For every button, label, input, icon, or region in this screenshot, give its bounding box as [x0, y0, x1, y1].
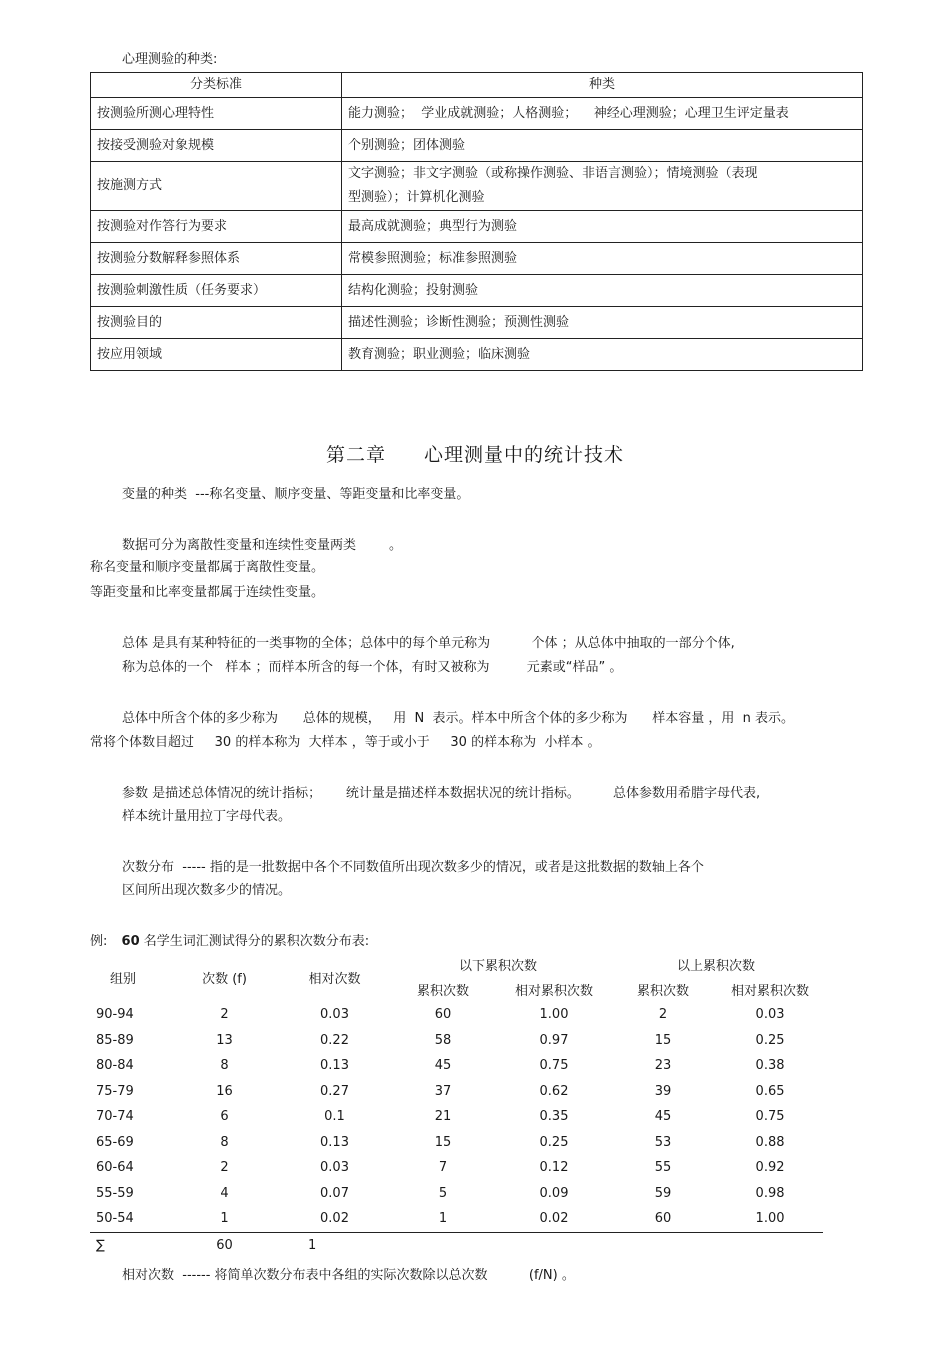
- criterion-cell: 按测验刺激性质（任务要求）: [91, 275, 342, 307]
- value-cell: 0.92: [755, 1160, 785, 1176]
- footer-paragraph: 相对次数 ------ 将简单次数分布表中各组的实际次数除以总次数 (f/N) 。: [122, 1268, 575, 1283]
- value-cell: 0.03: [320, 1007, 349, 1023]
- group-cell: 85-89: [96, 1032, 134, 1048]
- column-header: 累积次数: [637, 984, 690, 999]
- paragraph: 样本统计量用拉丁字母代表。: [122, 809, 292, 824]
- group-cell: 80-84: [96, 1058, 134, 1074]
- types-line: 型测验）；计算机化测验: [348, 190, 485, 205]
- table-row: [90, 1079, 823, 1105]
- types-cell: 教育测验；职业测验；临床测验: [342, 339, 863, 371]
- paragraph: 总体 是具有某种特征的一类事物的全体；总体中的每个单元称为 个体 ；从总体中抽取的一部分个体,: [122, 636, 735, 651]
- value-cell: 0.02: [499, 1206, 609, 1232]
- value-cell: 0.97: [539, 1032, 569, 1048]
- group-cell: 60-64: [96, 1160, 134, 1176]
- value-cell: 39: [654, 1083, 672, 1099]
- chapter-number: 第二章: [325, 444, 386, 466]
- table-row: [90, 1155, 823, 1181]
- types-cell: 常模参照测验；标准参照测验: [342, 243, 863, 275]
- value-cell: 2: [220, 1007, 229, 1023]
- example-prefix: 例:: [90, 934, 108, 949]
- paragraph: 称名变量和顺序变量都属于离散性变量。: [90, 560, 325, 575]
- types-cell: 描述性测验；诊断性测验；预测性测验: [342, 307, 863, 339]
- chapter-name: 心理测量中的统计技术: [424, 444, 625, 466]
- table-row: [90, 1130, 823, 1156]
- paragraph: 变量的种类 ---称名变量、顺序变量、等距变量和比率变量。: [122, 487, 470, 502]
- value-cell: 0.65: [755, 1083, 785, 1099]
- group-cell: 70-74: [96, 1109, 134, 1125]
- table-row: [91, 130, 863, 162]
- paragraph: 次数分布 ----- 指的是一批数据中各个不同数值所出现次数多少的情况，或者是这批数据的数轴上各个: [122, 860, 704, 875]
- group-cell: 90-94: [96, 1007, 134, 1023]
- paragraph: 参数 是描述总体情况的统计指标； 统计量是描述样本数据状况的统计指标。 总体参数用希腊字母代表,: [122, 786, 761, 801]
- value-cell: 0.38: [755, 1058, 785, 1074]
- value-cell: 7: [438, 1160, 448, 1176]
- column-header: 次数 (f): [202, 971, 247, 987]
- value-cell: 0.02: [282, 1206, 387, 1232]
- table-row: [91, 307, 863, 339]
- test-types-table: [90, 72, 863, 371]
- criterion-cell: 按测验所测心理特性: [91, 98, 342, 130]
- value-cell: 13: [216, 1032, 233, 1048]
- value-cell: 1.00: [539, 1007, 569, 1023]
- table-row: [90, 1053, 823, 1079]
- value-cell: 2: [220, 1160, 229, 1176]
- paragraph: 称为总体的一个 样本 ；而样本所含的每一个体，有时又被称为 元素或“样品” 。: [122, 660, 623, 675]
- sum-row: [90, 1232, 823, 1258]
- value-cell: 45: [654, 1109, 672, 1125]
- value-cell: 0.03: [320, 1160, 349, 1176]
- value-cell: 58: [434, 1032, 452, 1048]
- table-header-row: [91, 73, 863, 98]
- column-header: 相对累积次数: [515, 984, 594, 999]
- value-cell: 0.22: [320, 1032, 349, 1048]
- value-cell: 1: [167, 1206, 282, 1232]
- value-cell: 0.1: [324, 1109, 345, 1125]
- value-cell: 0.03: [755, 1007, 785, 1023]
- value-cell: 0.12: [539, 1160, 569, 1176]
- value-cell: 0.75: [755, 1109, 785, 1125]
- table-row: [91, 339, 863, 371]
- table-row: [91, 243, 863, 275]
- column-header: 相对次数: [308, 971, 361, 987]
- table-row: [90, 1002, 823, 1028]
- value-cell: 0.07: [320, 1185, 349, 1201]
- section-heading: 心理测验的种类:: [122, 52, 218, 67]
- value-cell: 0.13: [320, 1058, 349, 1074]
- value-cell: 8: [220, 1058, 229, 1074]
- table-row: [90, 1181, 823, 1207]
- types-cell: 个别测验；团体测验: [342, 130, 863, 162]
- column-group-header: 以上累积次数: [677, 959, 756, 974]
- types-cell: 能力测验； 学业成就测验；人格测验； 神经心理测验；心理卫生评定量表: [342, 98, 863, 130]
- criterion-cell: 按测验分数解释参照体系: [91, 243, 342, 275]
- paragraph: 数据可分为离散性变量和连续性变量两类 。: [122, 538, 403, 553]
- table-row: [90, 1104, 823, 1130]
- paragraph: 等距变量和比率变量都属于连续性变量。: [90, 585, 325, 600]
- value-cell: 6: [220, 1109, 229, 1125]
- group-cell: 55-59: [96, 1185, 134, 1201]
- value-cell: 0.13: [320, 1134, 349, 1150]
- group-cell: 75-79: [96, 1083, 134, 1099]
- value-cell: 21: [434, 1109, 452, 1125]
- value-cell: 5: [438, 1185, 448, 1201]
- column-group-header: 以下累积次数: [459, 959, 538, 974]
- example-caption: [90, 930, 369, 949]
- criterion-cell: 按接受测验对象规模: [91, 130, 342, 162]
- frequency-distribution-table: [90, 952, 823, 1258]
- value-cell: 0.09: [539, 1185, 569, 1201]
- value-cell: 0.25: [539, 1134, 569, 1150]
- table-row: [91, 275, 863, 307]
- types-cell: [342, 162, 863, 211]
- value-cell: 8: [220, 1134, 229, 1150]
- value-cell: 16: [216, 1083, 233, 1099]
- table-row: [90, 1028, 823, 1054]
- value-cell: 0.35: [539, 1109, 569, 1125]
- value-cell: 60: [609, 1206, 717, 1232]
- criterion-cell: 按应用领域: [91, 339, 342, 371]
- value-cell: 45: [434, 1058, 452, 1074]
- example-text: 名学生词汇测试得分的累积次数分布表:: [143, 934, 370, 949]
- value-cell: 60: [434, 1007, 452, 1023]
- table-row: [90, 1206, 823, 1232]
- value-cell: 1.00: [717, 1206, 823, 1232]
- value-cell: 55: [654, 1160, 672, 1176]
- chapter-title: [0, 440, 950, 467]
- column-header: 组别: [110, 971, 137, 987]
- paragraph: 总体中所含个体的多少称为 总体的规模， 用 N 表示。样本中所含个体的多少称为 样本容量 ，用 n 表示。: [122, 711, 795, 726]
- column-header: 相对累积次数: [731, 984, 810, 999]
- paragraph: 常将个体数目超过 30 的样本称为 大样本 ，等于或小于 30 的样本称为 小样本 。: [90, 735, 601, 750]
- value-cell: 0.25: [755, 1032, 785, 1048]
- value-cell: 0.88: [755, 1134, 785, 1150]
- column-header: 种类: [342, 73, 863, 98]
- criterion-cell: 按测验目的: [91, 307, 342, 339]
- criterion-cell: 按测验对作答行为要求: [91, 211, 342, 243]
- group-cell: 50-54: [90, 1206, 167, 1232]
- frequency-table-body: [90, 1002, 823, 1232]
- value-cell: 2: [658, 1007, 668, 1023]
- value-cell: 0.98: [755, 1185, 785, 1201]
- types-cell: 最高成就测验；典型行为测验: [342, 211, 863, 243]
- value-cell: 23: [654, 1058, 672, 1074]
- criterion-cell: 按施测方式: [91, 162, 342, 211]
- column-header: 累积次数: [416, 984, 469, 999]
- types-line: 文字测验；非文字测验（或称操作测验、非语言测验）；情境测验（表现: [348, 166, 758, 181]
- types-cell: 结构化测验；投射测验: [342, 275, 863, 307]
- sum-symbol: ∑: [96, 1237, 105, 1253]
- sum-freq: 60: [216, 1237, 233, 1253]
- table-row: [91, 162, 863, 211]
- column-header: 分类标准: [91, 73, 342, 98]
- value-cell: 53: [654, 1134, 672, 1150]
- value-cell: 37: [434, 1083, 452, 1099]
- group-cell: 65-69: [96, 1134, 134, 1150]
- value-cell: 15: [654, 1032, 672, 1048]
- table-row: [91, 211, 863, 243]
- value-cell: 0.27: [320, 1083, 349, 1099]
- value-cell: 0.75: [539, 1058, 569, 1074]
- table-header-row: [90, 952, 823, 977]
- value-cell: 0.62: [539, 1083, 569, 1099]
- value-cell: 4: [220, 1185, 229, 1201]
- example-number: 60: [121, 934, 140, 949]
- table-row: [91, 98, 863, 130]
- paragraph: 区间所出现次数多少的情况。: [122, 883, 292, 898]
- value-cell: 1: [387, 1206, 499, 1232]
- value-cell: 59: [654, 1185, 672, 1201]
- sum-rel: 1: [308, 1237, 317, 1253]
- value-cell: 15: [434, 1134, 452, 1150]
